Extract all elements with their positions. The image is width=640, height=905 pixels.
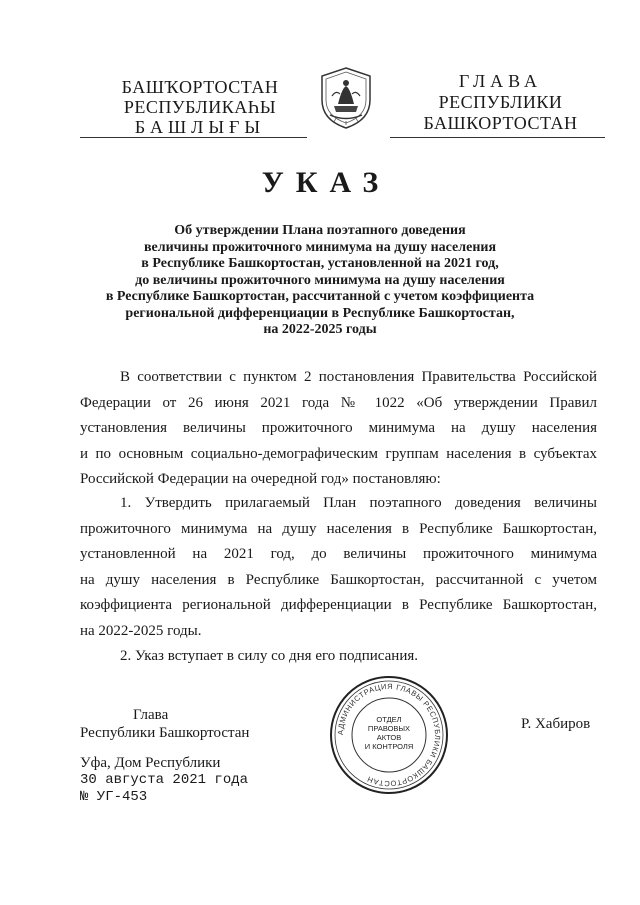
decree-subject — [90, 223, 550, 339]
header-divider-left — [80, 137, 307, 138]
header-left-line-3: БАШЛЫҒЫ — [134, 117, 266, 137]
header-left-line-2: РЕСПУБЛИКАҺЫ — [123, 97, 277, 117]
signer-name: Р. Хабиров — [521, 716, 591, 732]
svg-text:АДМИНИСТРАЦИЯ ГЛАВЫ РЕСПУБЛИКИ: АДМИНИСТРАЦИЯ ГЛАВЫ РЕСПУБЛИКИ БАШКОРТОСТАН — [335, 681, 443, 789]
item-1-line: на душу населения в Республике Башкортостан, рассчитанной с учетом — [80, 571, 597, 588]
preamble-line: Федерации от 26 июня 2021 года № 1022 «Об утверждении Правил — [80, 394, 597, 411]
header-right-line-3: БАШКОРТОСТАН — [423, 113, 578, 133]
decree-title: УКАЗ — [261, 166, 391, 199]
bashkortostan-coat-of-arms-icon — [318, 66, 374, 130]
subject-line: в Республике Башкортостан, установленной на 2021 год, — [141, 256, 499, 271]
item-1-line: на 2022-2025 годы. — [80, 622, 202, 639]
header-russian-title — [418, 71, 583, 134]
issue-place: Уфа, Дом Республики — [80, 755, 221, 771]
item-1-line: коэффициента региональной дифференциации в Республике Башкортостан, — [80, 597, 597, 613]
subject-line: Об утверждении Плана поэтапного доведения — [174, 223, 466, 238]
stamp-line: И КОНТРОЛЯ — [364, 742, 414, 751]
header-bashkir-title — [105, 77, 295, 137]
preamble-line: В соответствии с пунктом 2 постановления Правительства Российской — [120, 369, 597, 385]
preamble-line: Российской Федерации на очередной год» постановляю: — [80, 471, 441, 487]
subject-line: до величины прожиточного минимума на душу населения — [135, 272, 505, 288]
preamble-paragraph — [80, 365, 597, 493]
stamp-line: ОТДЕЛ — [376, 715, 402, 724]
issue-number: № УГ-453 — [80, 789, 148, 805]
subject-line: региональной дифференциации в Республике Башкортостан, — [125, 305, 515, 321]
header-right-line-1: ГЛАВА — [458, 71, 543, 91]
item-2-paragraph: 2. Указ вступает в силу со дня его подписания. — [120, 648, 418, 664]
subject-line: величины прожиточного минимума на душу населения — [143, 239, 497, 255]
signatory-position — [80, 706, 270, 742]
subject-line: на 2022-2025 годы — [263, 322, 377, 337]
header-divider-right — [390, 137, 605, 138]
item-1-paragraph — [80, 491, 597, 644]
header-left-line-1: БАШҠОРТОСТАН — [121, 77, 279, 97]
item-1-line: установленной на 2021 год, до величины прожиточного минимума — [80, 546, 597, 562]
issue-date: 30 августа 2021 года — [80, 772, 249, 788]
header-right-line-2: РЕСПУБЛИКИ — [438, 92, 563, 112]
signatory-position-line-1: Глава — [133, 707, 169, 723]
subject-line: в Республике Башкортостан, рассчитанной с учетом коэффициента — [105, 289, 535, 304]
item-1-line: 1. Утвердить прилагаемый План поэтапного доведения величины — [120, 495, 597, 511]
stamp-center-text — [356, 715, 422, 751]
preamble-line: установления величины прожиточного минимума на душу населения — [80, 420, 597, 436]
stamp-line: ПРАВОВЫХ АКТОВ — [367, 724, 411, 742]
issue-details — [80, 754, 248, 806]
signatory-position-line-2: Республики Башкортостан — [80, 725, 250, 741]
item-1-line: прожиточного минимума на душу населения в Республике Башкортостан, — [80, 520, 597, 537]
preamble-line: и по основным социально-демографическим группам населения в субъектах — [80, 445, 597, 462]
